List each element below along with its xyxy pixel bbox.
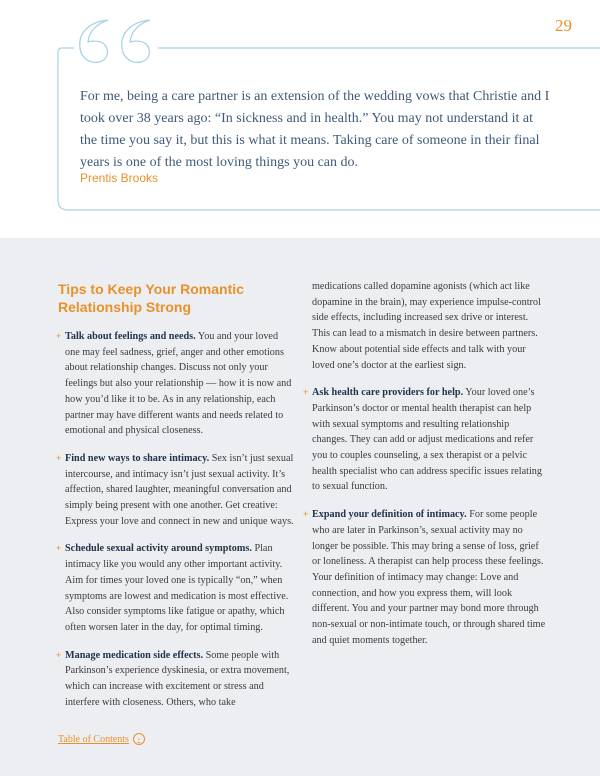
tip-title: Manage medication side effects. (65, 649, 204, 661)
tip-body: Plan intimacy like you would any other important activity. Aim for times your loved one is typically “on,” when symptoms are lowest and medication is most effective. Also consider symptoms like fatigue or apathy, which often worsen later in the day, for optimal timing. (65, 543, 289, 633)
quote-text: For me, being a care partner is an extension of the wedding vows that Christie and I took over 38 years ago: “In sickness and in health.” You may not understand it at the time you say it, but this is what it means. Taking care of someone in their final years is one of the most loving things you can do. (80, 89, 550, 170)
tip-title: Talk about feelings and needs. (65, 331, 196, 342)
plus-bullet-icon: + (303, 387, 309, 398)
tip-body: For some people who are later in Parkinson’s, sexual activity may no longer be possible. This may bring a sense of loss, grief or loneliness. A therapist can help process these feelings. Your definition of intimacy may change: Love and connection, and how you express them, will look different. You and your partner may bond more through non-sexual or non-intimate touch, or through shared time and quiet moments together. (312, 509, 546, 646)
tips-panel (0, 238, 600, 776)
tips-column-right (305, 279, 547, 660)
plus-bullet-icon: + (56, 543, 62, 554)
plus-bullet-icon: + (56, 331, 62, 341)
tip-item (305, 385, 547, 495)
plus-bullet-icon: + (303, 509, 309, 520)
page-number: 29 (555, 16, 572, 35)
table-of-contents-link[interactable] (58, 733, 145, 745)
tip-body: Sex isn’t just sexual intercourse, and intimacy isn’t just sexual activity. It’s affection, shared laughter, meaningful conversation and simply being present with one another. Get creative: Express your love and connect in new and unique ways. (65, 452, 294, 527)
tip-body: Some people with Parkinson’s experience dyskinesia, or extra movement, which can increase with excitement or stress and interfere with closeness. Others, who take (65, 649, 290, 708)
toc-link-label: Table of Contents (58, 733, 129, 745)
tips-column-left (58, 280, 294, 722)
tip-item (58, 451, 294, 530)
plus-bullet-icon: + (56, 452, 62, 463)
tip-body: You and your loved one may feel sadness, grief, anger and other emotions about relationship changes. Discuss not only your feelings but also your relationship — how it is now and how you’d like it to be. As in any relationship, each partner may have different wants and needs related to emotional and physical closeness. (65, 331, 292, 437)
plus-bullet-icon: + (56, 649, 62, 660)
tip-item (58, 329, 294, 439)
tip-body: Your loved one’s Parkinson’s doctor or mental health therapist can help with sexual symptoms and resulting relationship changes. They can add or adjust medications and refer you to couples counseling, a sex therapist or a pelvic health specialist who can address specific issues relating to sexual function. (312, 387, 542, 493)
tips-heading: Tips to Keep Your Romantic Relationship Strong (58, 281, 244, 315)
tip-title: Ask health care providers for help. (312, 387, 464, 399)
tip-title: Schedule sexual activity around symptoms. (65, 543, 252, 555)
tip-item (58, 541, 294, 635)
quote-marks-icon (80, 20, 150, 62)
arrow-right-circle-icon: › (133, 733, 145, 745)
tip-continued-text: medications called dopamine agonists (which act like dopamine in the brain), may experience impulse-control side effects, including increased sex drive or interest. This can lead to a mismatch in desire between partners. Know about potential side effects and talk with your loved one’s doctor at the earliest sign. (312, 281, 541, 371)
tip-title: Find new ways to share intimacy. (65, 452, 210, 464)
tip-item (305, 507, 547, 648)
tip-title: Expand your definition of intimacy. (312, 509, 467, 521)
quote-author: Prentis Brooks (80, 171, 159, 185)
tip-item (58, 648, 294, 711)
